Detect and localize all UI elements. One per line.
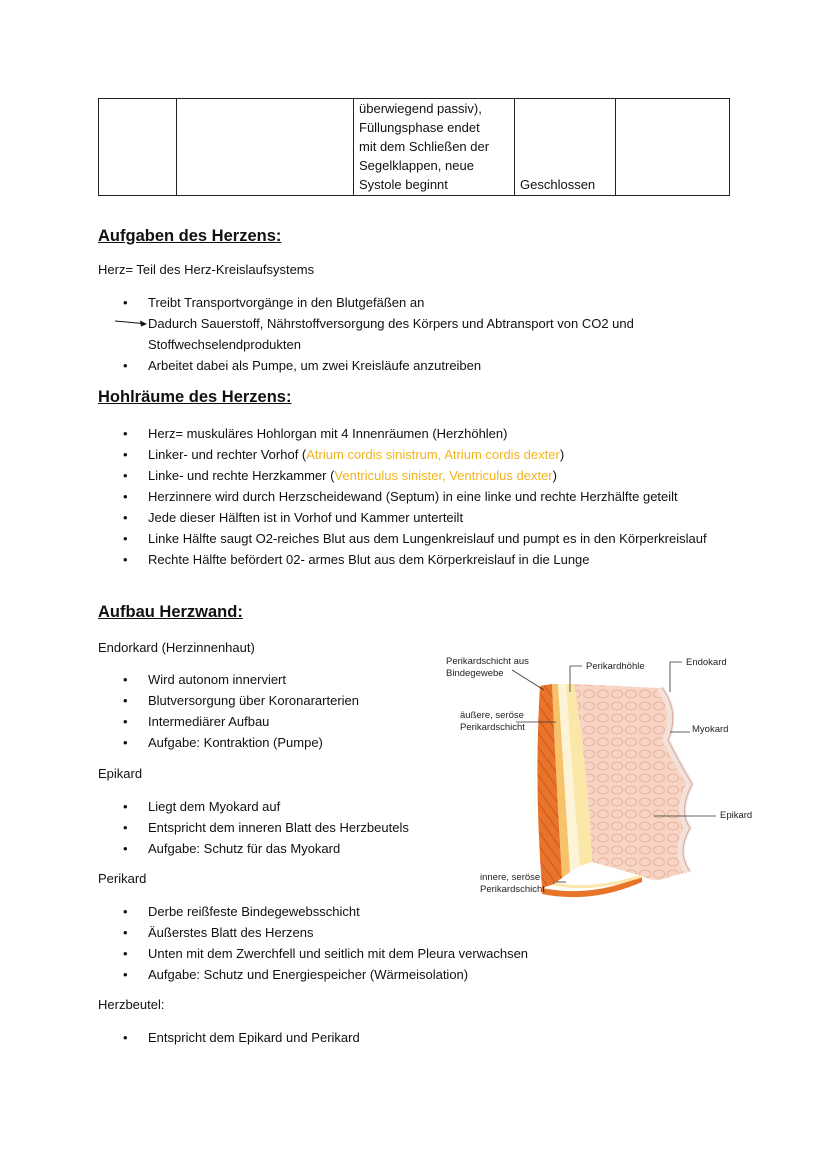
list-item: • Blutversorgung über Koronararterien: [98, 690, 438, 711]
latin-term: Atrium cordis sinistrum, Atrium cordis dexter: [306, 447, 560, 462]
bullet-icon: •: [123, 841, 128, 856]
bullet-icon: •: [123, 552, 128, 567]
endokard-title: Endorkard (Herzinnenhaut): [98, 640, 255, 655]
bullet-icon: •: [123, 820, 128, 835]
list-item: • Linke- und rechte Herzkammer (Ventriculus sinister, Ventriculus dexter): [98, 465, 738, 486]
section-heading-hohlraeume: Hohlräume des Herzens:: [98, 388, 292, 406]
list-item: • Derbe reißfeste Bindegewebsschicht: [98, 901, 738, 922]
table-cell: [616, 99, 730, 196]
herzbeutel-title: Herzbeutel:: [98, 997, 165, 1012]
label-aeussere-perikardschicht: Perikardschicht: [460, 722, 525, 733]
bullet-icon: •: [123, 672, 128, 687]
label-perikardschicht: Perikardschicht aus: [446, 656, 529, 667]
table-cell: [99, 99, 177, 196]
bullet-icon: •: [123, 946, 128, 961]
list-item: • Äußerstes Blatt des Herzens: [98, 922, 738, 943]
herzbeutel-list: [98, 1027, 738, 1048]
list-item: • Unten mit dem Zwerchfell und seitlich mit dem Pleura verwachsen: [98, 943, 738, 964]
label-bindegewebe: Bindegewebe: [446, 668, 504, 679]
endokard-list: [98, 669, 438, 753]
table-cell-phase-description: [354, 99, 515, 196]
bullet-icon: •: [123, 358, 128, 373]
list-item: • Intermediärer Aufbau: [98, 711, 438, 732]
bullet-icon: •: [123, 735, 128, 750]
bullet-icon: •: [123, 295, 128, 310]
list-item: • Aufgabe: Kontraktion (Pumpe): [98, 732, 438, 753]
bullet-icon: •: [123, 489, 128, 504]
label-innere-perikardschicht: Perikardschicht: [480, 884, 545, 895]
list-item: • Treibt Transportvorgänge in den Blutgefäßen an: [98, 292, 738, 313]
perikard-list: [98, 901, 738, 985]
list-item: • Herzinnere wird durch Herzscheidewand (Septum) in eine linke und rechte Herzhälfte geteilt: [98, 486, 738, 507]
list-item: • Liegt dem Myokard auf: [98, 796, 443, 817]
list-item: • Linke Hälfte saugt O2-reiches Blut aus dem Lungenkreislauf und pumpt es in den Körperkreislauf: [98, 528, 738, 549]
list-item: • Entspricht dem inneren Blatt des Herzbeutels: [98, 817, 443, 838]
bullet-icon: •: [123, 468, 128, 483]
list-item: • Rechte Hälfte befördert 02- armes Blut aus dem Körperkreislauf in die Lunge: [98, 549, 738, 570]
epikard-title: Epikard: [98, 766, 143, 781]
bullet-icon: •: [123, 426, 128, 441]
list-item: • Entspricht dem Epikard und Perikard: [98, 1027, 738, 1048]
section-heading-aufbau: Aufbau Herzwand:: [98, 603, 243, 621]
bullet-icon: •: [123, 799, 128, 814]
bullet-icon: •: [123, 925, 128, 940]
bullet-icon: •: [123, 1030, 128, 1045]
label-perikardhoehle: Perikardhöhle: [586, 661, 645, 672]
cardiac-cycle-table-fragment: [98, 98, 730, 196]
cell-line: Füllungsphase endet: [359, 120, 480, 135]
bullet-icon: •: [123, 447, 128, 462]
list-item: • Aufgabe: Schutz für das Myokard: [98, 838, 443, 859]
list-item: • Arbeitet dabei als Pumpe, um zwei Kreisläufe anzutreiben: [98, 355, 738, 376]
list-item: • Jede dieser Hälften ist in Vorhof und Kammer unterteilt: [98, 507, 738, 528]
label-myokard: Myokard: [692, 724, 729, 735]
label-epikard: Epikard: [720, 810, 753, 821]
table-cell: [177, 99, 354, 196]
latin-term: Ventriculus sinister, Ventriculus dexter: [334, 468, 553, 483]
list-item: • Wird autonom innerviert: [98, 669, 438, 690]
table-row: [99, 99, 730, 196]
label-innere-seroese: innere, seröse: [480, 872, 541, 883]
bullet-icon: •: [123, 693, 128, 708]
label-endokard: Endokard: [686, 657, 727, 668]
list-item: • Aufgabe: Schutz und Energiespeicher (Wärmeisolation): [98, 964, 738, 985]
epikard-list: [98, 796, 443, 859]
arrow-right-icon: [114, 318, 148, 328]
heart-wall-diagram: [442, 652, 758, 900]
cell-line: mit dem Schließen der: [359, 139, 490, 154]
cell-line: Segelklappen, neue: [359, 158, 474, 173]
section-heading-aufgaben: Aufgaben des Herzens:: [98, 227, 282, 245]
table-cell-valve-state: Geschlossen: [515, 99, 616, 196]
bullet-icon: •: [123, 714, 128, 729]
cell-line: Systole beginnt: [359, 177, 448, 192]
bullet-icon: •: [123, 904, 128, 919]
hohlraeume-list: [98, 423, 738, 570]
bullet-icon: •: [123, 531, 128, 546]
list-item: • Linker- und rechter Vorhof (Atrium cordis sinistrum, Atrium cordis dexter): [98, 444, 738, 465]
list-item: • Herz= muskuläres Hohlorgan mit 4 Innenräumen (Herzhöhlen): [98, 423, 738, 444]
aufgaben-intro: Herz= Teil des Herz-Kreislaufsystems: [98, 262, 315, 277]
list-item-arrow: Dadurch Sauerstoff, Nährstoffversorgung des Körpers und Abtransport von CO2 und Stoffwechselendprodukten: [98, 313, 738, 355]
bullet-icon: •: [123, 510, 128, 525]
cell-line: überwiegend passiv),: [359, 101, 482, 116]
perikard-title: Perikard: [98, 871, 147, 886]
bullet-icon: •: [123, 967, 128, 982]
label-aeussere-seroese: äußere, seröse: [460, 710, 524, 721]
aufgaben-list: [98, 292, 738, 376]
